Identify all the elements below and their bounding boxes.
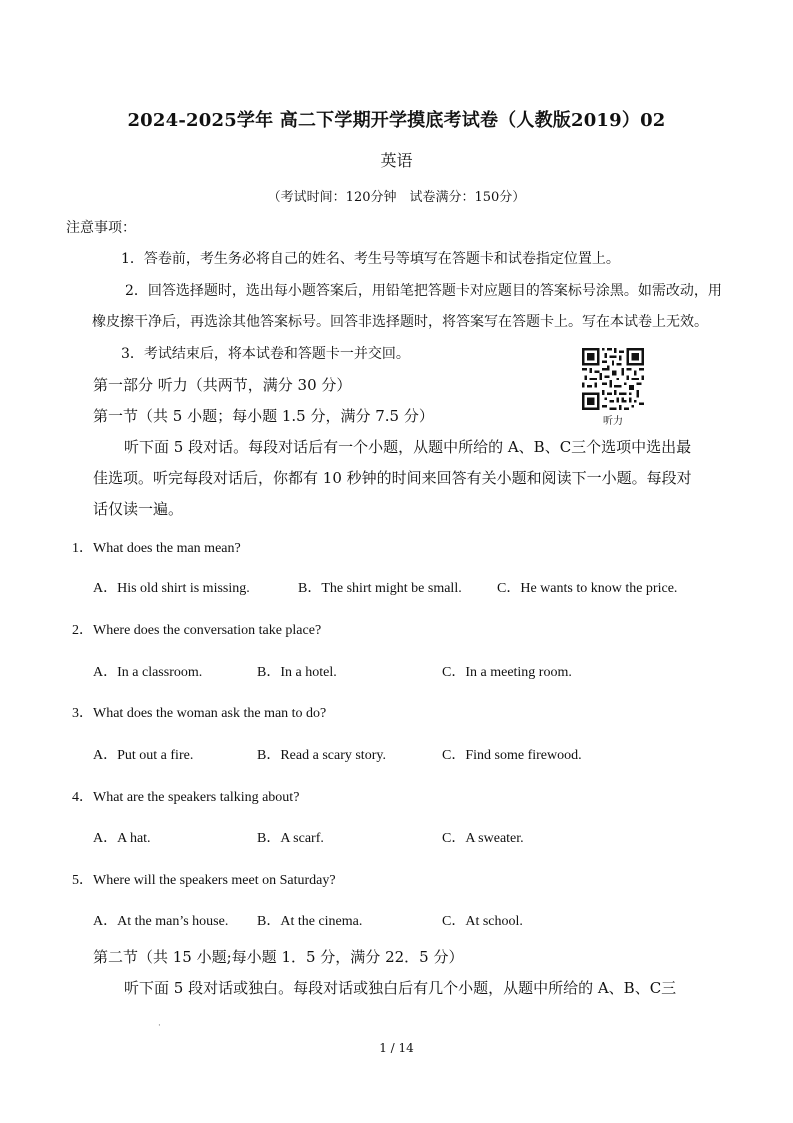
section2-instructions-line-1: 听下面 5 段对话或独白。每段对话或独白后有几个小题，从题中所给的 A、B、C三 [124,979,677,997]
question-text: What does the man mean? [93,541,241,556]
question-5 [72,869,336,889]
section1-heading: 第一节（共 5 小题；每小题 1.5 分，满分 7.5 分） [93,407,434,425]
question-1 [72,537,241,557]
page-number: 1 / 14 [379,1041,414,1055]
question-number: 2． [72,623,93,638]
notice-item-2-line-2: 橡皮擦干净后，再选涂其他答案标号。回答非选择题时，将答案写在答题卡上。写在本试卷上无效。 [92,314,708,330]
question-number: 3． [72,706,93,721]
qr-caption: 听力 [603,416,623,427]
q1-option-c[interactable]: C．He wants to know the price. [497,581,678,596]
question-text: Where will the speakers meet on Saturday? [93,873,336,888]
question-text: What does the woman ask the man to do? [93,706,327,721]
q4-option-c[interactable]: C．A sweater. [442,831,524,846]
question-3 [72,702,326,722]
notice-heading: 注意事项： [66,220,136,236]
question-number: 1． [72,541,93,556]
notice-item-1: 1．答卷前，考生务必将自己的姓名、考生号等填写在答题卡和试卷指定位置上。 [121,251,620,267]
section1-instructions-line-1: 听下面 5 段对话。每段对话后有一个小题，从题中所给的 A、B、C三个选项中选出最 [124,438,692,456]
q3-option-a[interactable]: A．Put out a fire. [93,748,194,763]
q4-option-b[interactable]: B．A scarf. [257,831,324,846]
q5-option-c[interactable]: C．At school. [442,914,523,929]
q5-option-a[interactable]: A．At the man’s house. [93,914,229,929]
question-number: 5． [72,873,93,888]
q1-option-b[interactable]: B．The shirt might be small. [298,581,462,596]
q2-option-c[interactable]: C．In a meeting room. [442,665,572,680]
exam-title: 2024-2025学年 高二下学期开学摸底考试卷（人教版2019）02 [127,110,666,131]
q2-option-b[interactable]: B．In a hotel. [257,665,337,680]
subject-title: 英语 [380,151,413,170]
question-text: What are the speakers talking about? [93,790,300,805]
question-number: 4． [72,790,93,805]
question-4 [72,786,299,806]
q4-option-a[interactable]: A．A hat. [93,831,151,846]
qr-code-icon[interactable] [582,348,644,410]
section1-instructions-line-2: 佳选项。听完每段对话后，你都有 10 秒钟的时间来回答有关小题和阅读下一小题。每段对 [93,469,692,487]
q3-option-b[interactable]: B．Read a scary story. [257,748,386,763]
notice-item-2-line-1: 2．回答选择题时，选出每小题答案后，用铅笔把答题卡对应题目的答案标号涂黑。如需改动，用 [125,283,722,299]
part1-heading: 第一部分 听力（共两节，满分 30 分） [93,376,352,394]
question-2 [72,619,321,639]
page-mark: · [158,1021,161,1031]
q5-option-b[interactable]: B．At the cinema. [257,914,363,929]
q2-option-a[interactable]: A．In a classroom. [93,665,203,680]
notice-item-3: 3．考试结束后，将本试卷和答题卡一并交回。 [121,346,410,362]
section2-heading: 第二节（共 15 小题;每小题 1．5 分，满分 22．5 分） [93,948,464,966]
question-text: Where does the conversation take place? [93,623,322,638]
section1-instructions-line-3: 话仅读一遍。 [93,500,184,518]
q3-option-c[interactable]: C．Find some firewood. [442,748,582,763]
q1-option-a[interactable]: A．His old shirt is missing. [93,581,250,596]
exam-time-and-score: （考试时间：120分钟 试卷满分：150分） [267,190,526,205]
